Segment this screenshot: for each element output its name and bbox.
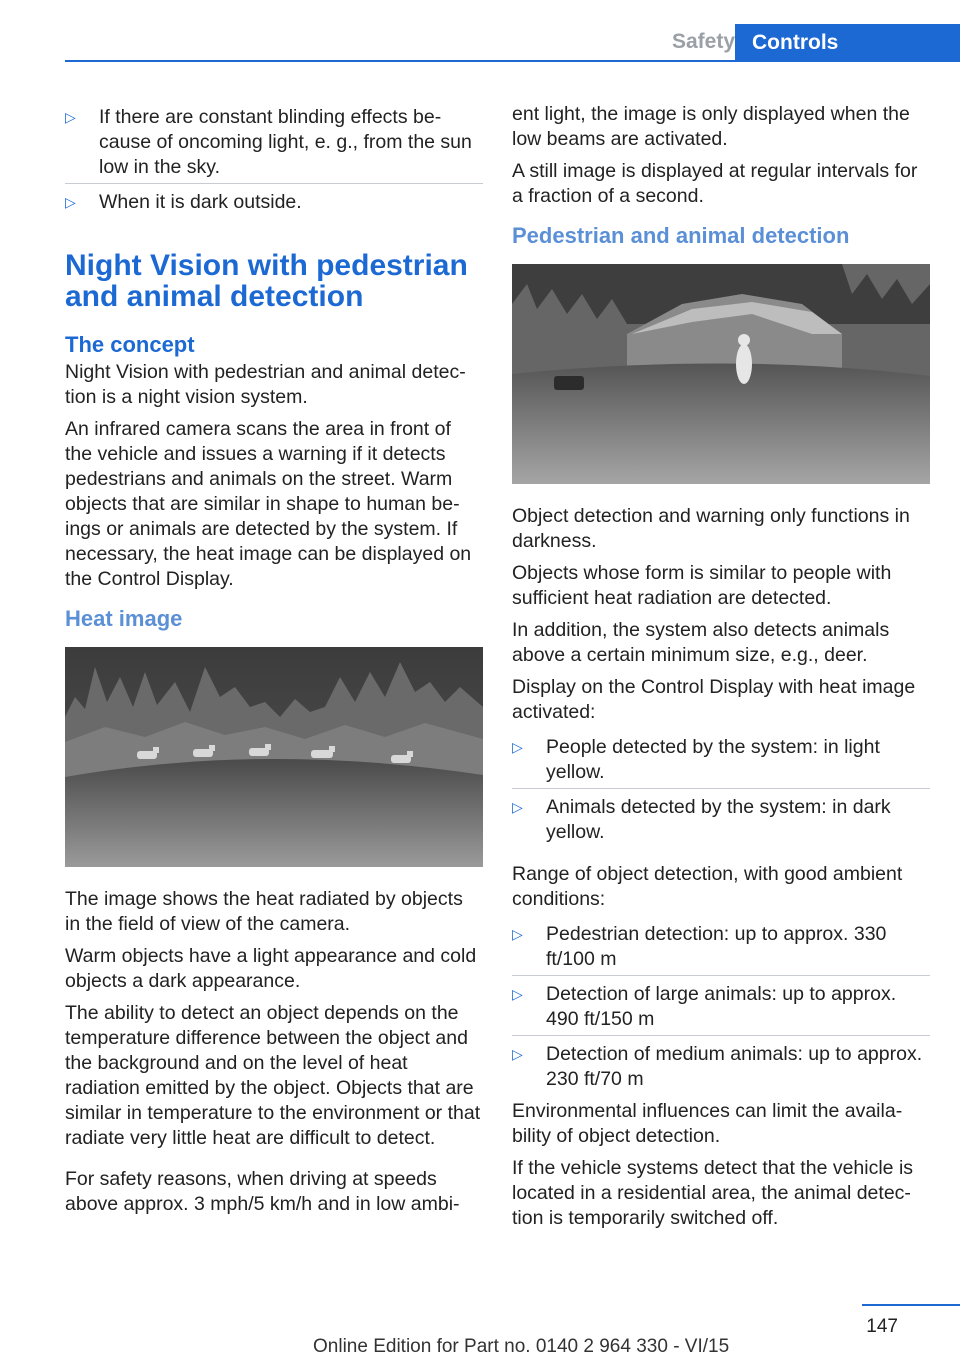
list-item: ▷ If there are constant blinding effects because of oncoming light, e. g., from the sun low in the sky. (65, 102, 483, 184)
concept-heading: The concept (65, 332, 195, 357)
paragraph: ent light, the image is only displayed when the low beams are activated. (512, 103, 910, 150)
paragraph: For safety reasons, when driving at speeds above approx. 3 mph/5 km/h and in low ambi- (65, 1168, 460, 1215)
heat-image-figure (65, 647, 483, 867)
paragraph: Range of object detection, with good ambient conditions: (512, 863, 903, 910)
triangle-right-icon: ▷ (512, 739, 523, 755)
chapter-tab-controls[interactable]: Controls (735, 24, 960, 62)
paragraph: Night Vision with pedestrian and animal detection is a night vision system. (65, 361, 466, 408)
pedestrian-detection-heading: Pedestrian and animal detection (512, 223, 850, 248)
bullet-list-detection-range (512, 919, 930, 1095)
paragraph: A still image is displayed at regular intervals for a fraction of a second. (512, 160, 918, 207)
heat-image-heading: Heat image (65, 606, 183, 631)
paragraph: The image shows the heat radiated by objects in the field of view of the camera. (65, 888, 463, 935)
list-item: ▷ Detection of medium animals: up to approx. 230 ft/70 m (512, 1043, 923, 1090)
list-item: ▷ Detection of large animals: up to approx. 490 ft/150 m (512, 979, 930, 1036)
triangle-right-icon: ▷ (512, 799, 523, 815)
page-header (65, 24, 960, 62)
paragraph: Environmental influences can limit the availability of object detection. (512, 1100, 903, 1147)
paragraph: In addition, the system also detects animals above a certain minimum size, e.g., deer. (512, 619, 890, 666)
list-item: ▷ People detected by the system: in light yellow. (512, 732, 930, 789)
triangle-right-icon: ▷ (512, 1046, 523, 1062)
section-tab-safety[interactable]: Safety (671, 30, 735, 53)
left-column (65, 102, 483, 1224)
triangle-right-icon: ▷ (65, 109, 76, 125)
triangle-right-icon: ▷ (65, 194, 76, 210)
list-item: ▷ Pedestrian detection: up to approx. 330 ft/100 m (512, 919, 930, 976)
bullet-list-conditions (65, 102, 483, 218)
header-rule (65, 60, 960, 62)
paragraph: An infrared camera scans the area in front of the vehicle and issues a warning if it detects pedestrians and animals on the street. Warm objects that are similar in shape to human beings or animals are detected by the system. If necessary, the heat image can be displayed on the Control Display. (65, 418, 472, 590)
page-number: 147 (866, 1316, 898, 1337)
footer-rule (862, 1304, 960, 1306)
paragraph: If the vehicle systems detect that the vehicle is located in a residential area, the animal detection is temporarily switched off. (512, 1157, 914, 1229)
paragraph: Warm objects have a light appearance and cold objects a dark appearance. (65, 945, 477, 992)
triangle-right-icon: ▷ (512, 926, 523, 942)
paragraph: Object detection and warning only functions in darkness. (512, 505, 910, 552)
pedestrian-detection-figure (512, 264, 930, 484)
edition-footer: Online Edition for Part no. 0140 2 964 330 - VI/15 (313, 1336, 730, 1357)
list-item: ▷ Animals detected by the system: in dark yellow. (512, 796, 891, 843)
list-item: ▷ When it is dark outside. (65, 191, 302, 213)
paragraph: Display on the Control Display with heat image activated: (512, 676, 916, 723)
paragraph: Objects whose form is similar to people with sufficient heat radiation are detected. (512, 562, 892, 609)
section-title: Night Vision with pedestrian and animal detection (65, 249, 468, 313)
right-column (512, 102, 930, 1238)
bullet-list-display-colors (512, 732, 930, 848)
triangle-right-icon: ▷ (512, 986, 523, 1002)
paragraph: The ability to detect an object depends on the temperature difference between the object and the background and on the level of heat radiation emitted by the object. Objects that are similar in temperature to the environment or that radiate very little heat are difficult to detect. (65, 1002, 481, 1149)
